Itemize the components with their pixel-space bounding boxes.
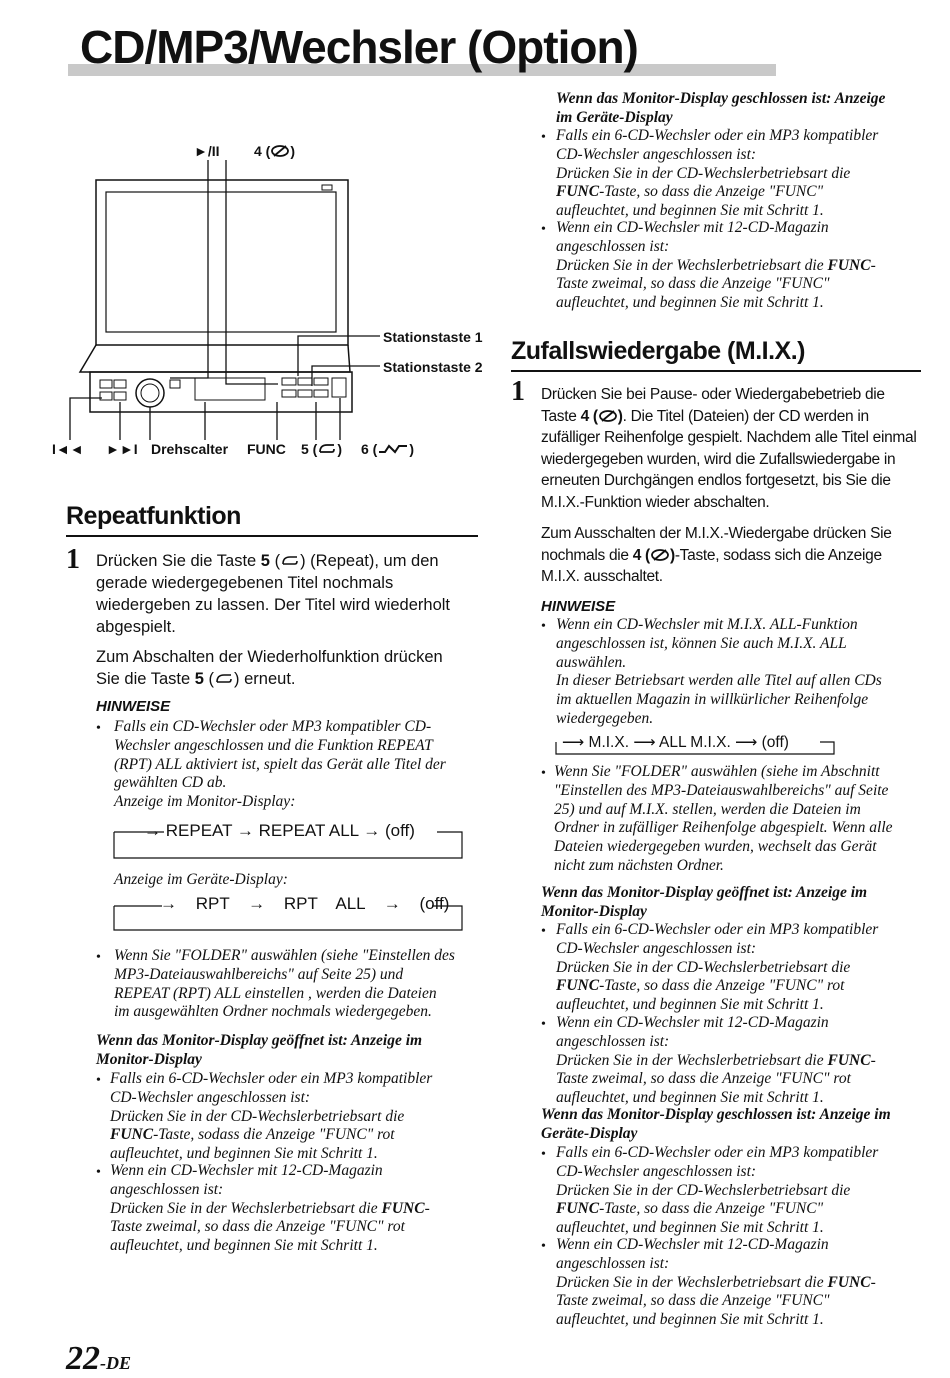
mix-off-text: Zum Ausschalten der M.I.X.-Wiedergabe drücken Sie nochmals die 4 ( )-Taste, sodass sich die Anzeige M.I.X. ausschaltet. [541,525,892,585]
label-button-5: 5 ( ) [301,441,343,457]
mix-note-1: Wenn ein CD-Wechsler mit M.I.X. ALL-Funktion angeschlossen ist, können Sie auch M.I.X. ALL auswählen. In dieser Betriebsart werden alle Titel auf allen CDs im aktuellen Magazin in willkürlicher Reihenfolge wiedergegeben. [556,616,882,727]
label-func: FUNC [247,441,286,457]
rotary-knob [136,379,164,407]
repeat-heading-rule [66,535,478,537]
mix-icon [650,549,670,561]
mix-heading-rule [511,370,921,372]
mix-icon [598,410,618,422]
label-station-2: Stationstaste 2 [383,359,483,375]
repeat-icon [214,673,234,685]
mix-open-heading: Wenn das Monitor-Display geöffnet ist: Anzeige im Monitor-Display [541,884,868,920]
page-title: CD/MP3/Wechsler (Option) [80,21,638,73]
right-top-heading: Wenn das Monitor-Display geschlossen ist: Anzeige im Geräte-Display [556,90,886,126]
repeat-open-bullet-1: Falls ein 6-CD-Wechsler oder ein MP3 kompatibler CD-Wechsler angeschlossen ist: Drücken Sie in der CD-Wechslerbetriebsart die FUNC-Taste, sodass die Anzeige "FUNC" rot aufleuchtet, und beginnen Sie mit Schritt 1. [110,1070,433,1163]
repeat-flow-device: → RPT → RPT ALL → (off) [160,894,450,913]
label-prev: I◄◄ [52,441,84,457]
mix-open-bullet-1: Falls ein 6-CD-Wechsler oder ein MP3 kompatibler CD-Wechsler angeschlossen ist: Drücken Sie in der CD-Wechslerbetriebsart die FUNC-Taste, so dass die Anzeige "FUNC" rot aufleuchtet, und beginnen Sie mit Schritt 1. [556,921,879,1014]
page-number: 22-DE [66,1340,131,1377]
label-station-1: Stationstaste 1 [383,329,483,345]
right-top-bullet-2: Wenn ein CD-Wechsler mit 12-CD-Magazin angeschlossen ist: Drücken Sie in der Wechslerbetriebsart die FUNC- Taste zweimal, so dass die Anzeige "FUNC" aufleuchtet, und beginnen Sie mit Schritt 1. [556,219,876,312]
mix-closed-bullet-1: Falls ein 6-CD-Wechsler oder ein MP3 kompatibler CD-Wechsler angeschlossen ist: Drücken Sie in der CD-Wechslerbetriebsart die FUNC-Taste, so dass die Anzeige "FUNC" aufleuchtet, und beginnen Sie mit Schritt 1. [556,1144,879,1237]
repeat-icon [280,555,300,567]
device-diagram [50,140,500,470]
label-play-pause: ►/II [194,143,220,159]
mix-step-number: 1 [511,376,525,407]
label-next: ►►I [106,441,138,457]
mix-note-2: Wenn Sie "FOLDER" auswählen (siehe im Abschnitt "Einstellen des MP3-Dateiauswahlbereichs" auf Seite 25) und auf M.I.X. stellen, werden die Dateien im Ordner in zufälliger Reihenfolge abgespielt. Wenn alle Dateien wiedergegeben wurden, wechselt das Gerät nicht zum nächsten Ordner. [554,763,893,874]
mix-closed-heading: Wenn das Monitor-Display geschlossen ist: Anzeige im Geräte-Display [541,1106,891,1142]
mix-step-text: Drücken Sie bei Pause- oder Wiedergabebetrieb die Taste 4 ( ). Die Titel (Dateien) der CD werden in zufälliger Reihenfolge gespielt. Nachdem alle Titel einmal wiedergegeben wurden, wird die Zufallswiedergabe in erneuten Durchgängen endlos fortgesetzt, bis Sie die M.I.X.-Funktion wieder abschalten. [541,386,917,511]
label-drehschalter: Drehscalter [151,441,229,457]
label-button-4: 4 ( ) [254,143,296,159]
monitor-screen [106,192,336,332]
repeat-note-1: Falls ein CD-Wechsler oder MP3 kompatibler CD- Wechsler angeschlossen und die Funktion REPEAT (RPT) ALL aktiviert ist, spielt das Gerät alle Titel der gewählten CD ab. Anzeige im Monitor-Display: [114,718,446,811]
mix-heading: Zufallswiedergabe (M.I.X.) [511,337,805,365]
monitor-outline [96,180,348,345]
repeat-note-2: Wenn Sie "FOLDER" auswählen (siehe "Einstellen des MP3-Dateiauswahlbereichs" auf Seite 25) und REPEAT (RPT) ALL einstellen , werden die Dateien im ausgewählten Ordner nochmals wiedergegeben. [114,947,455,1021]
repeat-open-bullet-2: Wenn ein CD-Wechsler mit 12-CD-Magazin angeschlossen ist: Drücken Sie in der Wechslerbetriebsart die FUNC- Taste zweimal, so dass die Anzeige "FUNC" rot aufleuchtet, und beginnen Sie mit Schritt 1. [110,1162,430,1255]
repeat-device-label: Anzeige im Geräte-Display: [114,871,288,888]
right-top-bullet-1: Falls ein 6-CD-Wechsler oder ein MP3 kompatibler CD-Wechsler angeschlossen ist: Drücken Sie in der CD-Wechslerbetriebsart die FUNC-Taste, so dass die Anzeige "FUNC" aufleuchtet, und beginnen Sie mit Schritt 1. [556,127,879,220]
random-icon [377,443,409,455]
label-button-6: 6 ( ) [361,441,415,457]
mix-hinweise-label: HINWEISE [541,598,616,615]
repeat-heading: Repeatfunktion [66,502,241,530]
mix-closed-bullet-2: Wenn ein CD-Wechsler mit 12-CD-Magazin angeschlossen ist: Drücken Sie in der Wechslerbetriebsart die FUNC- Taste zweimal, so dass die Anzeige "FUNC" aufleuchtet, und beginnen Sie mit Schritt 1. [556,1236,876,1329]
repeat-hinweise-label: HINWEISE [96,698,171,715]
repeat-open-heading: Wenn das Monitor-Display geöffnet ist: Anzeige im Monitor-Display [96,1032,423,1068]
repeat-off-text: Zum Abschalten der Wiederholfunktion drücken Sie die Taste 5 ( ) erneut. [96,648,443,688]
mix-icon [270,145,290,157]
repeat-step-number: 1 [66,544,80,575]
repeat-step-text: Drücken Sie die Taste 5 ( ) (Repeat), um den gerade wiedergegebenen Titel nochmals wiedergeben zu lassen. Der Titel wird wiederholt abgespielt. [96,552,451,636]
mix-open-bullet-2: Wenn ein CD-Wechsler mit 12-CD-Magazin angeschlossen ist: Drücken Sie in der Wechslerbetriebsart die FUNC- Taste zweimal, so dass die Anzeige "FUNC" rot aufleuchtet, und beginnen Sie mit Schritt 1. [556,1014,876,1107]
mix-flow: ⟶ M.I.X. ⟶ ALL M.I.X. ⟶ (off) [562,734,789,751]
repeat-flow-monitor: → REPEAT → REPEAT ALL → (off) [144,821,415,840]
repeat-icon [317,443,337,455]
